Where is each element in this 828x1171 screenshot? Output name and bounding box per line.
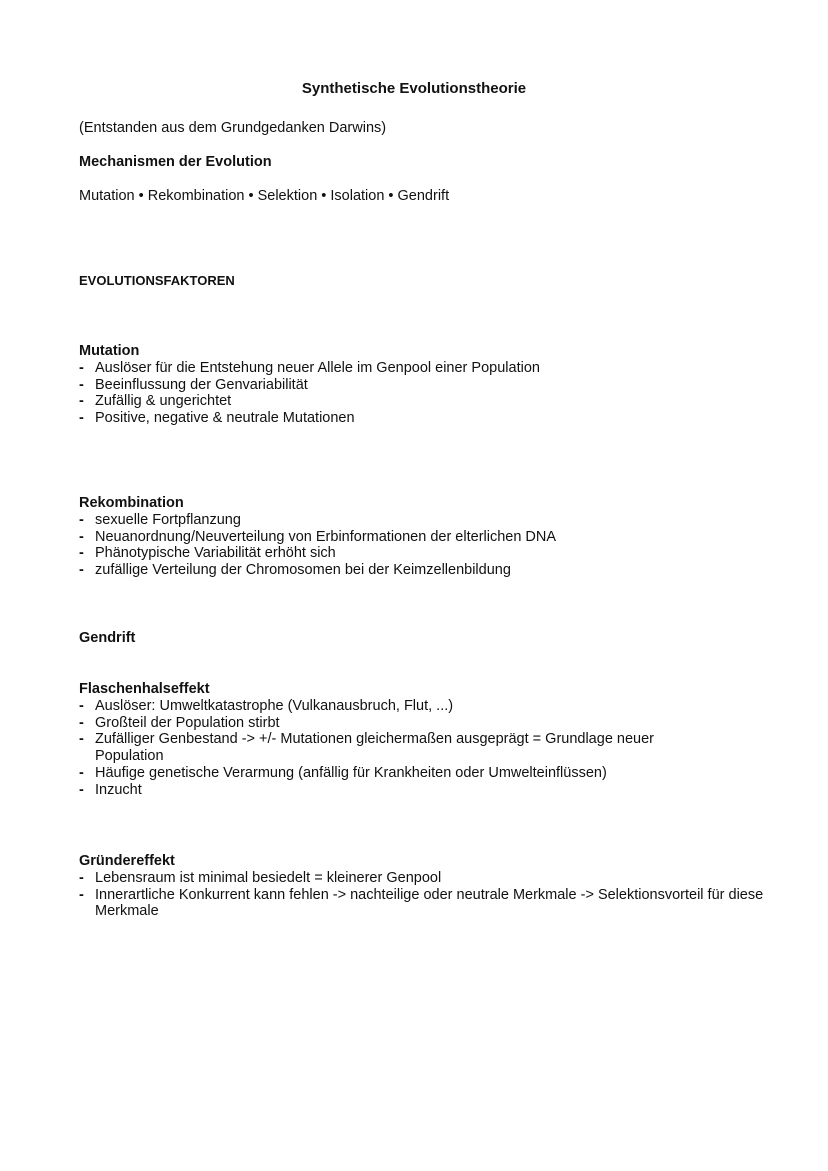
page-title: Synthetische Evolutionstheorie [301, 80, 527, 97]
list-item: - Innerartliche Konkurrent kann fehlen -> nachteilige oder neutrale Merkmale -> Selektionsvorteil für diese Merkmale [79, 887, 769, 920]
gendrift-heading: Gendrift [79, 630, 136, 646]
list-item: - Neuanordnung/Neuverteilung von Erbinformationen der elterlichen DNA [79, 529, 779, 546]
list-item: - Zufälliger Genbestand -> +/- Mutationen gleichermaßen ausgeprägt = Grundlage neuer Population [79, 731, 719, 764]
list-item: - Auslöser: Umweltkatastrophe (Vulkanausbruch, Flut, ...) [79, 698, 719, 715]
bullet-list [79, 512, 779, 579]
list-item: - Inzucht [79, 782, 719, 799]
bullet-list [79, 698, 719, 798]
list-item: - zufällige Verteilung der Chromosomen bei der Keimzellenbildung [79, 562, 779, 579]
factors-heading: EVOLUTIONSFAKTOREN [79, 273, 235, 288]
list-item: - Lebensraum ist minimal besiedelt = kleinerer Genpool [79, 870, 769, 887]
section-rekombination [79, 495, 779, 579]
section-mutation [79, 343, 779, 427]
section-flaschenhalseffekt [79, 681, 719, 798]
list-item: - Großteil der Population stirbt [79, 715, 719, 732]
list-item: - Auslöser für die Entstehung neuer Allele im Genpool einer Population [79, 360, 779, 377]
list-item: - Häufige genetische Verarmung (anfällig für Krankheiten oder Umwelteinflüssen) [79, 765, 719, 782]
list-item: - Beeinflussung der Genvariabilität [79, 377, 779, 394]
mechanisms-heading: Mechanismen der Evolution [79, 154, 272, 170]
section-heading: Mutation [79, 343, 140, 359]
bullet-list [79, 870, 769, 920]
list-item: - sexuelle Fortpflanzung [79, 512, 779, 529]
section-heading: Gründereffekt [79, 853, 175, 869]
section-heading: Flaschenhalseffekt [79, 681, 210, 697]
list-item: - Zufällig & ungerichtet [79, 393, 779, 410]
subtitle: (Entstanden aus dem Grundgedanken Darwins) [79, 120, 387, 136]
list-item: - Positive, negative & neutrale Mutationen [79, 410, 779, 427]
section-gruendereffekt [79, 853, 769, 920]
bullet-list [79, 360, 779, 427]
mechanisms-line: Mutation • Rekombination • Selektion • Isolation • Gendrift [79, 188, 450, 204]
list-item: - Phänotypische Variabilität erhöht sich [79, 545, 779, 562]
section-heading: Rekombination [79, 495, 184, 511]
